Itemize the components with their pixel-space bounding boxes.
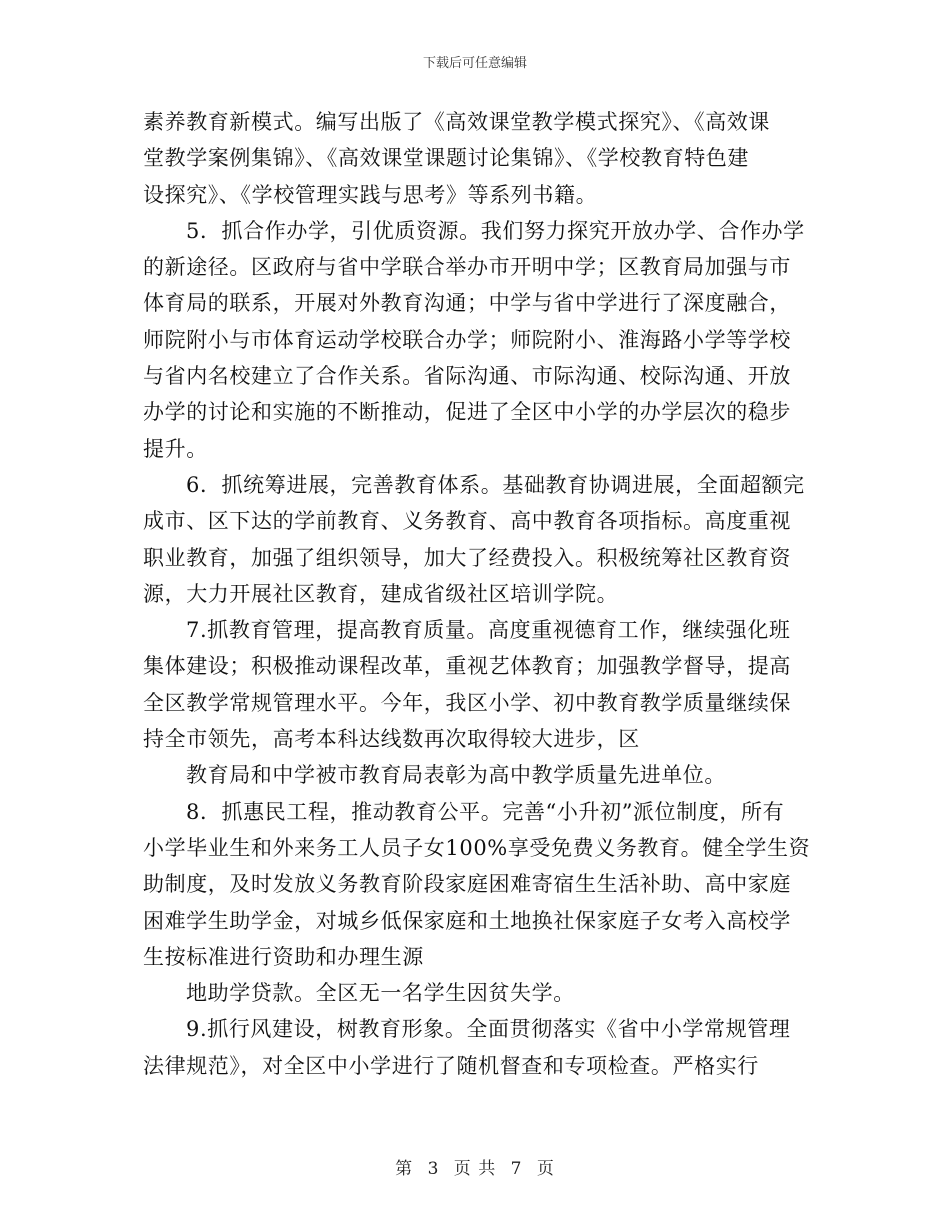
- text-line: 与省内名校建立了合作关系。省际沟通、市际沟通、校际沟通、开放: [143, 364, 791, 389]
- text-line: 体育局的联系，开展对外教育沟通；中学与省中学进行了深度融合，: [143, 291, 791, 316]
- text-line: 持全市领先，高考本科达线数再次取得较大进步，区: [143, 727, 640, 752]
- text-line: 教育局和中学被市教育局表彰为高中教学质量先进单位。: [186, 763, 726, 788]
- page-footer: [0, 1154, 950, 1179]
- text-line: 法律规范》，对全区中小学进行了随机督查和专项检查。严格实行: [143, 1053, 759, 1078]
- text-line: 堂教学案例集锦》、《高效课堂课题讨论集锦》、《学校教育特色建: [143, 146, 749, 171]
- text-line: 集体建设；积极推动课程改革，重视艺体教育；加强教学督导，提高: [143, 654, 791, 679]
- text-line: 9.抓行风建设，树教育形象。全面贯彻落实《省中小学常规管理: [186, 1017, 791, 1042]
- document-body: [143, 104, 809, 1084]
- text-line: 的新途径。区政府与省中学联合举办市开明中学；区教育局加强与市: [143, 255, 791, 280]
- text-line: 职业教育，加强了组织领导，加大了经费投入。积极统筹社区教育资: [143, 545, 791, 570]
- text-line: 设探究》、《学校管理实践与思考》等系列书籍。: [143, 182, 598, 207]
- footer-suffix: 页: [536, 1159, 555, 1179]
- text-line: 办学的讨论和实施的不断推动，促进了全区中小学的办学层次的稳步: [143, 400, 791, 425]
- text-line: 师院附小与市体育运动学校联合办学；师院附小、淮海路小学等学校: [143, 327, 791, 352]
- footer-middle: 页 共: [453, 1159, 497, 1179]
- text-line: 困难学生助学金，对城乡低保家庭和土地换社保家庭子女考入高校学: [143, 908, 791, 933]
- text-line: 提升。: [143, 436, 208, 461]
- text-line: 生按标准进行资助和办理生源: [143, 944, 424, 969]
- text-line: 7.抓教育管理，提高教育质量。高度重视德育工作，继续强化班: [186, 618, 791, 643]
- footer-page-number: 3: [427, 1159, 440, 1179]
- page-header: 下载后可任意编辑: [422, 56, 527, 71]
- text-line: 地助学贷款。全区无一名学生因贫失学。: [186, 981, 575, 1006]
- text-line: 全区教学常规管理水平。今年，我区小学、初中教育教学质量继续保: [143, 690, 791, 715]
- footer-prefix: 第: [395, 1159, 414, 1179]
- footer-total-pages: 7: [510, 1159, 523, 1179]
- text-line: 小学毕业生和外来务工人员子女100%享受免费义务教育。健全学生资: [143, 835, 811, 860]
- text-line: 6．抓统筹进展，完善教育体系。基础教育协调进展，全面超额完: [186, 472, 805, 497]
- text-line: 助制度，及时发放义务教育阶段家庭困难寄宿生生活补助、高中家庭: [143, 872, 791, 897]
- text-line: 源，大力开展社区教育，建成省级社区培训学院。: [143, 581, 619, 606]
- text-line: 8．抓惠民工程，推动教育公平。完善“小升初”派位制度，所有: [186, 799, 785, 824]
- text-line: 成市、区下达的学前教育、义务教育、高中教育各项指标。高度重视: [143, 509, 791, 534]
- text-line: 5．抓合作办学，引优质资源。我们努力探究开放办学、合作办学: [186, 218, 805, 243]
- text-line: 素养教育新模式。编写出版了《高效课堂教学模式探究》、《高效课: [143, 110, 770, 134]
